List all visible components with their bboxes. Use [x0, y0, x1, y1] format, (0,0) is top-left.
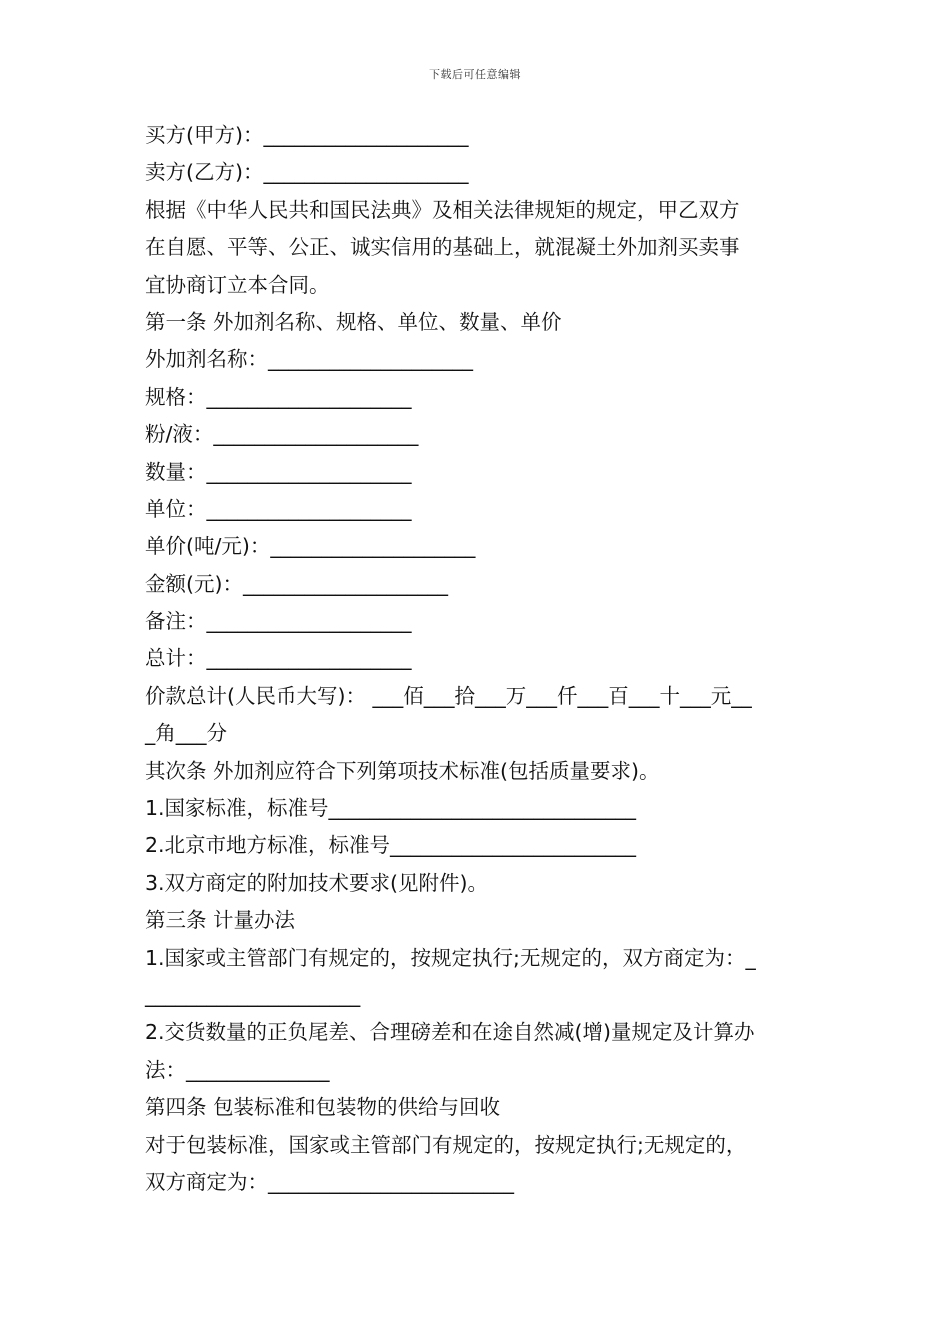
seller-line: 卖方(乙方)：____________________: [145, 160, 469, 185]
article-4-heading: 第四条 包装标准和包装物的供给与回收: [145, 1095, 501, 1120]
additional-requirements-line: 3.双方商定的附加技术要求(见附件)。: [145, 870, 489, 895]
article-1-heading: 第一条 外加剂名称、规格、单位、数量、单价: [145, 309, 562, 334]
total-price-words-line-2: _角___分: [145, 721, 227, 746]
unit-line: 单位：____________________: [145, 496, 412, 521]
additive-name-line: 外加剂名称：____________________: [145, 347, 473, 372]
spec-line: 规格：____________________: [145, 384, 412, 409]
amount-line: 金额(元)：____________________: [145, 571, 448, 596]
buyer-line: 买方(甲方)：____________________: [145, 123, 469, 147]
preamble-line-2: 在自愿、平等、公正、诚实信用的基础上，就混凝土外加剂买卖事: [145, 235, 740, 260]
measurement-line-2: _____________________: [145, 982, 361, 1007]
quantity-line: 数量：____________________: [145, 459, 412, 484]
measurement-line-1: 1.国家或主管部门有规定的，按规定执行;无规定的，双方商定为：_: [145, 945, 756, 970]
tolerance-line-1: 2.交货数量的正负尾差、合理磅差和在途自然减(增)量规定及计算办: [145, 1020, 755, 1045]
total-price-words-line-1: 价款总计(人民币大写)： ___佰___拾___万___仟___百___十___元__: [145, 683, 752, 708]
national-standard-line: 1.国家标准，标准号______________________________: [145, 796, 637, 821]
page-header: 下载后可任意编辑: [429, 68, 521, 81]
packaging-line-2: 双方商定为：________________________: [145, 1169, 514, 1194]
preamble-line-3: 宜协商订立本合同。: [145, 272, 330, 297]
beijing-standard-line: 2.北京市地方标准，标准号________________________: [145, 833, 637, 858]
powder-liquid-line: 粉/液：____________________: [145, 422, 419, 447]
tolerance-line-2: 法：______________: [145, 1057, 330, 1082]
packaging-line-1: 对于包装标准，国家或主管部门有规定的，按规定执行;无规定的，: [145, 1132, 747, 1157]
contract-body: [145, 117, 815, 1201]
unit-price-line: 单价(吨/元)：____________________: [145, 534, 476, 559]
remarks-line: 备注：____________________: [145, 609, 412, 634]
article-2-heading: 其次条 外加剂应符合下列第项技术标准(包括质量要求)。: [145, 758, 660, 783]
preamble-line-1: 根据《中华人民共和国民法典》及相关法律规矩的规定，甲乙双方: [145, 197, 740, 222]
total-line: 总计：____________________: [145, 646, 412, 671]
article-3-heading: 第三条 计量办法: [145, 908, 296, 933]
